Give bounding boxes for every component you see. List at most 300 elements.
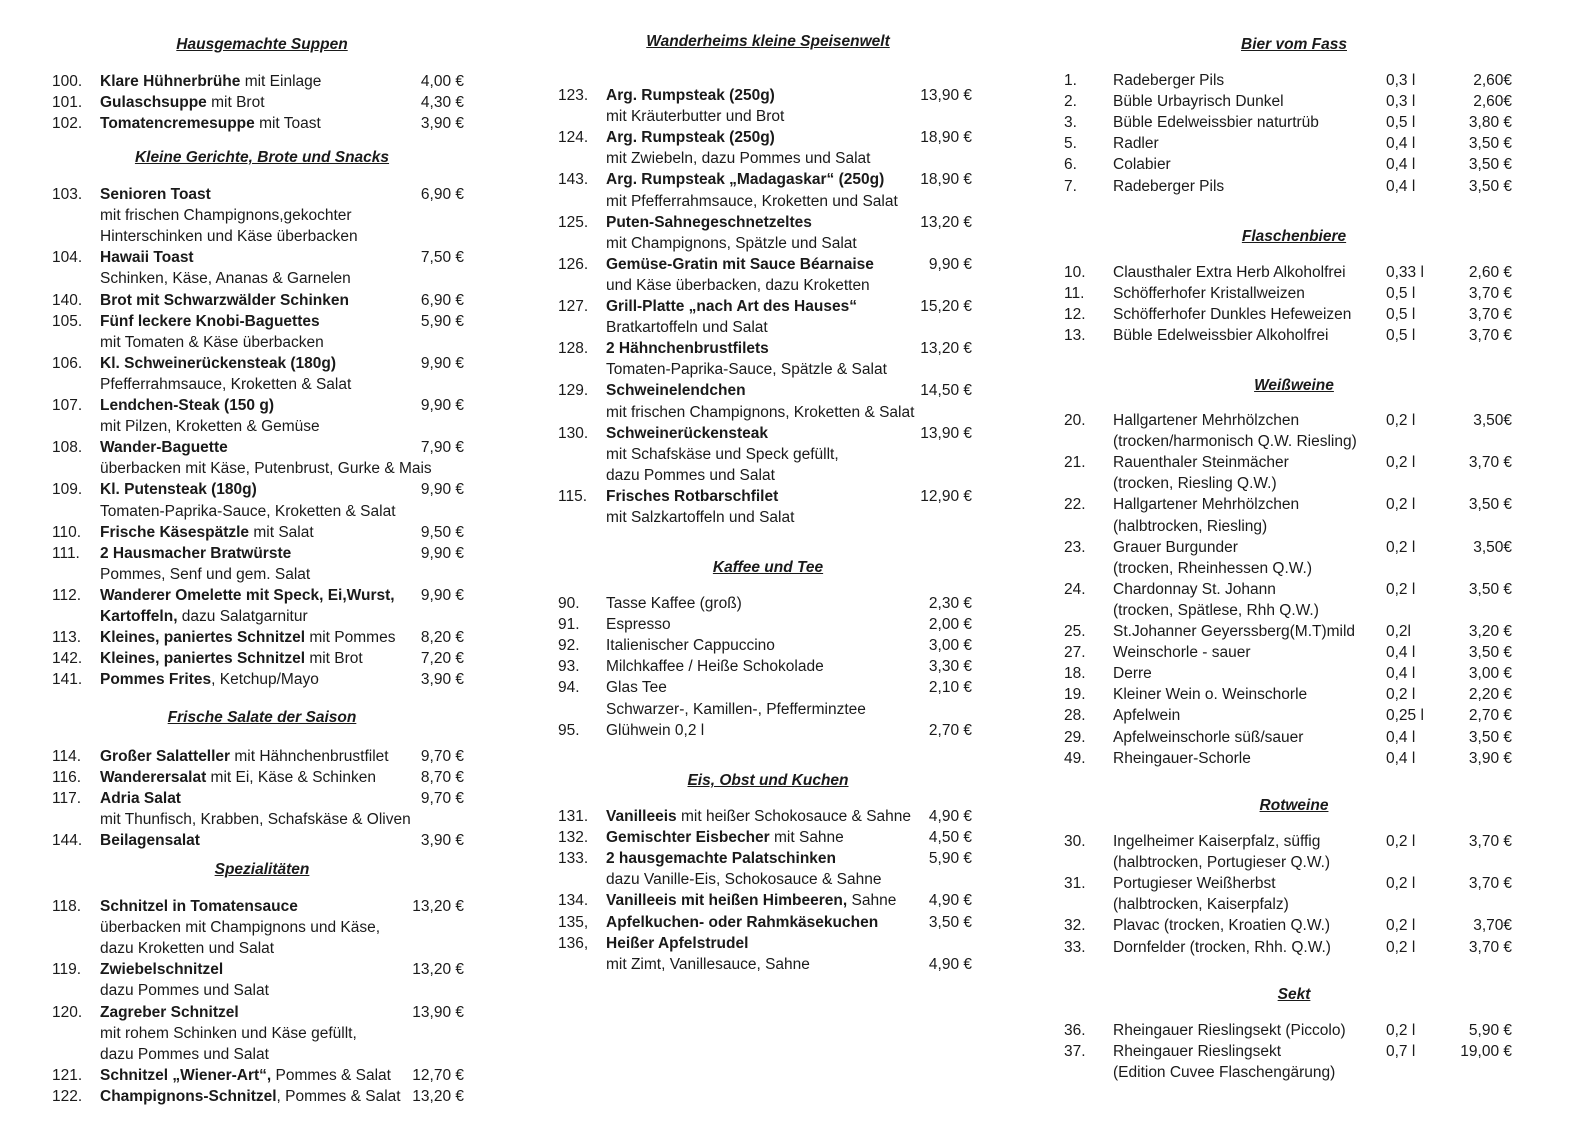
item-number: 125.	[558, 213, 589, 231]
item-suffix: mit Ei, Käse & Schinken	[206, 769, 376, 787]
item-number: 132.	[558, 829, 589, 847]
item-name	[1113, 262, 1346, 283]
menu-item	[52, 767, 472, 788]
section-heading: Spezialitäten	[214, 861, 310, 878]
item-description-line: Tomaten-Paprika-Sauce, Kroketten & Salat	[100, 502, 396, 520]
item-title: Champignons-Schnitzel	[100, 1087, 277, 1105]
menu-item	[558, 296, 978, 317]
item-number: 128.	[558, 340, 589, 358]
menu-item	[52, 896, 472, 917]
item-price: 3,90 €	[420, 115, 464, 133]
item-name	[1113, 325, 1328, 346]
item-title: Derre	[1113, 665, 1152, 683]
item-description	[558, 233, 978, 254]
item-name	[606, 380, 746, 401]
item-number: 24.	[1064, 580, 1086, 598]
item-number: 29.	[1064, 728, 1086, 746]
menu-column-food	[52, 0, 472, 1121]
item-name	[100, 830, 200, 851]
item-description	[558, 444, 978, 465]
item-number: 131.	[558, 808, 589, 825]
item-volume: 0,2 l	[1386, 1022, 1416, 1039]
item-description-text	[100, 980, 269, 1001]
item-number: 123.	[558, 87, 589, 104]
menu-item	[1064, 1020, 1524, 1041]
item-name	[606, 254, 874, 275]
item-title: Brot mit Schwarzwälder Schinken	[100, 291, 349, 309]
item-description	[558, 148, 978, 169]
item-name	[1113, 705, 1180, 726]
item-title: Tomatencremesuppe	[100, 115, 255, 133]
item-title: Rheingauer-Schorle	[1113, 749, 1251, 767]
item-title: Apfelwein	[1113, 707, 1181, 725]
item-number: 90.	[558, 595, 580, 612]
menu-item	[558, 423, 978, 444]
item-description-text	[606, 233, 857, 254]
item-price: 14,50 €	[920, 382, 972, 400]
item-name	[100, 627, 395, 648]
item-description	[1064, 558, 1524, 579]
item-volume: 0,2 l	[1386, 833, 1416, 850]
item-description-line: mit frischen Champignons, Kroketten & Salat	[606, 403, 915, 421]
menu-item	[52, 184, 472, 205]
item-price: 15,20 €	[920, 298, 972, 315]
item-title: Italienischer Cappuccino	[606, 637, 775, 655]
item-volume: 0,3 l	[1386, 93, 1416, 111]
item-number: 100.	[52, 73, 83, 90]
item-name	[1113, 283, 1305, 304]
item-description-line: (trocken, Riesling Q.W.)	[1113, 475, 1277, 493]
menu-item	[1064, 621, 1524, 642]
item-number: 3.	[1064, 114, 1077, 132]
item-title: Plavac (trocken, Kroatien Q.W.)	[1113, 917, 1331, 935]
item-description-line: (trocken/harmonisch Q.W. Riesling)	[1113, 433, 1357, 451]
item-number: 116.	[52, 769, 82, 787]
item-title: Vanilleeis	[606, 808, 677, 825]
menu-item	[1064, 494, 1524, 515]
item-description-line: überbacken mit Champignons und Käse,	[100, 919, 381, 937]
item-price: 2,60 €	[1468, 264, 1512, 281]
item-number: 36.	[1064, 1022, 1086, 1039]
item-name	[1113, 133, 1159, 154]
item-price: 8,20 €	[420, 629, 464, 647]
item-description-line: (trocken, Spätlese, Rhh Q.W.)	[1113, 601, 1319, 619]
item-description-line: dazu Vanille-Eis, Schokosauce & Sahne	[606, 871, 882, 889]
item-description	[558, 317, 978, 338]
item-description	[558, 869, 978, 890]
menu-item	[558, 614, 978, 635]
item-description-text	[606, 359, 887, 380]
item-price: 3,50 €	[928, 913, 972, 931]
menu-item	[1064, 283, 1524, 304]
item-name	[606, 656, 824, 677]
item-name	[1113, 452, 1289, 473]
item-price: 3,70€	[1473, 917, 1512, 935]
item-price: 5,90 €	[928, 850, 972, 868]
item-price: 19,00 €	[1460, 1043, 1512, 1061]
item-price: 12,70 €	[412, 1066, 464, 1084]
item-description-text	[100, 416, 320, 437]
item-description-text	[606, 148, 870, 169]
item-suffix: mit Hähnchenbrustfilet	[230, 748, 389, 765]
item-description-line: mit Thunfisch, Krabben, Schafskäse & Oliven	[100, 811, 411, 829]
item-description	[1064, 894, 1524, 915]
item-name	[100, 669, 319, 690]
item-number: 12.	[1064, 306, 1086, 324]
item-description	[52, 980, 472, 1001]
item-volume: 0,2 l	[1386, 875, 1416, 893]
item-description	[558, 359, 978, 380]
item-description-text	[1113, 600, 1319, 621]
item-number: 120.	[52, 1003, 83, 1021]
item-price: 13,20 €	[412, 961, 464, 979]
item-name	[100, 767, 376, 788]
item-name	[1113, 915, 1330, 936]
item-suffix: mit heißer Schokosauce & Sahne	[676, 808, 912, 825]
item-price: 3,70 €	[1468, 875, 1512, 893]
item-description-text	[100, 268, 351, 289]
item-name	[606, 296, 857, 317]
item-number: 107.	[52, 397, 83, 414]
item-title: St.Johanner Geyerssberg(M.T)mild	[1113, 623, 1356, 640]
item-volume: 0,2 l	[1386, 686, 1416, 704]
item-description-text	[100, 458, 432, 479]
item-number: 11.	[1064, 285, 1085, 303]
item-description	[1064, 852, 1524, 873]
menu-item	[1064, 684, 1524, 705]
item-number: 130.	[558, 424, 589, 442]
item-volume: 0,2 l	[1386, 496, 1416, 514]
item-price: 4,90 €	[928, 808, 972, 825]
item-description-text	[606, 507, 794, 528]
item-name	[606, 423, 768, 444]
item-description-line: Pommes, Senf und gem. Salat	[100, 565, 311, 583]
item-description-text	[100, 564, 310, 585]
item-price: 3,00 €	[1468, 665, 1512, 683]
item-suffix: Pommes & Salat	[271, 1066, 391, 1084]
menu-item	[52, 830, 472, 851]
item-description	[1064, 473, 1524, 494]
item-price: 2,30 €	[928, 595, 972, 612]
item-number: 142.	[52, 650, 83, 668]
item-price: 9,90 €	[928, 255, 972, 273]
menu-item	[558, 848, 978, 869]
item-description-line: mit Zwiebeln, dazu Pommes und Salat	[606, 150, 871, 168]
item-name	[100, 896, 298, 917]
item-suffix: mit Salat	[249, 523, 314, 541]
item-number: 140.	[52, 291, 83, 309]
item-title: Ingelheimer Kaiserpfalz, süffig	[1113, 833, 1321, 850]
menu-item	[52, 395, 472, 416]
item-title: Vanilleeis mit heißen Himbeeren,	[606, 892, 848, 910]
item-name	[100, 1086, 401, 1107]
menu-item	[52, 290, 472, 311]
item-title: Schnitzel „Wiener-Art“,	[100, 1066, 272, 1084]
menu-item	[558, 212, 978, 233]
item-price: 2,10 €	[928, 679, 972, 697]
menu-item	[1064, 304, 1524, 325]
item-description	[52, 1023, 472, 1044]
item-title: Hawaii Toast	[100, 249, 194, 267]
item-number: 23.	[1064, 538, 1086, 556]
item-name	[1113, 727, 1303, 748]
item-title: Beilagensalat	[100, 832, 200, 850]
item-description	[52, 564, 472, 585]
item-number: 113.	[52, 629, 82, 647]
item-description-text	[1113, 473, 1277, 494]
item-price: 3,50 €	[1468, 728, 1512, 746]
item-title: Zagreber Schnitzel	[100, 1003, 239, 1021]
item-price: 2,70 €	[928, 721, 972, 739]
item-number: 31.	[1064, 875, 1086, 893]
item-price: 3,00 €	[928, 637, 972, 655]
item-description-line: Bratkartoffeln und Salat	[606, 319, 768, 337]
item-number: 124.	[558, 129, 589, 147]
item-description-line: Hinterschinken und Käse überbacken	[100, 228, 358, 246]
item-name	[1113, 684, 1307, 705]
item-description	[558, 191, 978, 212]
item-name	[1113, 494, 1299, 515]
item-title: Schöfferhofer Dunkles Hefeweizen	[1113, 306, 1352, 324]
menu-item	[52, 669, 472, 690]
item-price: 2,00 €	[928, 616, 972, 634]
item-description-line: dazu Pommes und Salat	[100, 1045, 269, 1063]
menu-item	[558, 486, 978, 507]
item-description-text	[100, 501, 396, 522]
item-name	[606, 827, 844, 848]
item-title: Gulaschsuppe	[100, 94, 207, 112]
item-number: 115.	[558, 487, 588, 505]
item-name	[606, 635, 775, 656]
item-title: Kleiner Wein o. Weinschorle	[1113, 686, 1308, 704]
item-description-text	[100, 809, 411, 830]
item-price: 3,20 €	[1468, 623, 1512, 640]
item-price: 4,90 €	[928, 955, 972, 973]
item-title: Grauer Burgunder	[1113, 538, 1238, 556]
item-description-text	[606, 317, 768, 338]
item-description	[1064, 516, 1524, 537]
menu-item	[558, 890, 978, 911]
item-description-line: und Käse überbacken, dazu Kroketten	[606, 276, 870, 294]
item-name	[100, 648, 363, 669]
item-name	[100, 113, 321, 134]
menu-item	[1064, 873, 1524, 894]
item-title: Büble Edelweissbier naturtrüb	[1113, 114, 1319, 132]
item-price: 9,50 €	[420, 523, 464, 541]
item-volume: 0,4 l	[1386, 156, 1416, 174]
item-title: Wanderer Omelette mit Speck, Ei,Wurst,	[100, 586, 395, 604]
item-title: Radeberger Pils	[1113, 72, 1225, 89]
item-description	[1064, 431, 1524, 452]
item-name	[1113, 748, 1251, 769]
item-description	[558, 106, 978, 127]
item-number: 21.	[1064, 454, 1086, 472]
menu-item	[1064, 937, 1524, 958]
item-volume: 0,25 l	[1386, 707, 1424, 725]
menu-item	[52, 959, 472, 980]
menu-column-mains-desserts	[558, 0, 978, 1121]
menu-item	[52, 1086, 472, 1107]
item-description-line: mit Salzkartoffeln und Salat	[606, 509, 795, 526]
item-number: 135,	[558, 913, 589, 931]
item-title: Colabier	[1113, 156, 1171, 174]
menu-item	[1064, 112, 1524, 133]
menu-item	[1064, 325, 1524, 346]
item-title: Rheingauer Rieslingsekt (Piccolo)	[1113, 1022, 1346, 1039]
item-price: 3,80 €	[1468, 114, 1512, 132]
item-volume: 0,4 l	[1386, 177, 1416, 195]
item-title: Rheingauer Rieslingsekt	[1113, 1043, 1282, 1061]
item-name	[606, 127, 775, 148]
menu-item	[558, 127, 978, 148]
item-volume: 0,4 l	[1386, 665, 1416, 683]
item-suffix: mit Toast	[254, 115, 321, 133]
item-suffix: mit Brot	[206, 94, 265, 112]
item-description-line: (trocken, Rheinhessen Q.W.)	[1113, 559, 1312, 577]
section-heading: Kaffee und Tee	[712, 559, 824, 576]
item-number: 104.	[52, 249, 83, 267]
item-suffix: , Ketchup/Mayo	[211, 671, 319, 689]
item-volume: 0,5 l	[1386, 114, 1416, 132]
item-name	[1113, 410, 1299, 431]
menu-item	[558, 806, 978, 827]
item-description-text	[1113, 558, 1312, 579]
item-title: Heißer Apfelstrudel	[606, 934, 749, 952]
item-number: 30.	[1064, 833, 1086, 850]
item-name	[1113, 1041, 1281, 1062]
menu-item	[52, 543, 472, 564]
item-description-line: Tomaten-Paprika-Sauce, Spätzle & Salat	[606, 361, 887, 379]
item-description-line: mit Kräuterbutter und Brot	[606, 108, 785, 126]
item-price: 3,70 €	[1468, 285, 1512, 303]
item-title: 2 hausgemachte Palatschinken	[606, 850, 837, 868]
item-volume: 0,4 l	[1386, 728, 1416, 746]
item-title: Büble Urbayrisch Dunkel	[1113, 93, 1284, 111]
item-description	[52, 268, 472, 289]
item-name	[100, 788, 181, 809]
item-price: 9,70 €	[420, 748, 464, 765]
menu-item	[52, 788, 472, 809]
item-name	[1113, 154, 1171, 175]
item-description-text	[100, 606, 308, 627]
item-volume: 0,4 l	[1386, 749, 1416, 767]
item-name	[1113, 642, 1251, 663]
item-title: Apfelweinschorle süß/sauer	[1113, 728, 1304, 746]
item-price: 3,70 €	[1468, 327, 1512, 345]
menu-item	[558, 933, 978, 954]
item-suffix: mit Einlage	[240, 73, 322, 90]
item-number: 103.	[52, 186, 83, 203]
item-description	[52, 917, 472, 938]
section-heading: Rotweine	[1259, 797, 1329, 814]
section-heading: Wanderheims kleine Speisenwelt	[646, 33, 890, 50]
item-title: Kl. Schweinerückensteak (180g)	[100, 354, 337, 372]
item-name	[100, 353, 336, 374]
item-number: 136,	[558, 934, 589, 952]
item-description-text	[606, 402, 914, 423]
menu-item	[52, 113, 472, 134]
item-description-line: mit Zimt, Vanillesauce, Sahne	[606, 955, 810, 973]
item-title: Kleines, paniertes Schnitzel	[100, 629, 306, 647]
item-description-line: (Edition Cuvee Flaschengärung)	[1113, 1064, 1336, 1082]
menu-item	[52, 522, 472, 543]
item-price: 13,20 €	[412, 898, 464, 915]
item-volume: 0,2 l	[1386, 917, 1416, 935]
item-title: Glühwein 0,2 l	[606, 721, 705, 739]
item-description-text	[100, 1023, 357, 1044]
item-price: 13,90 €	[412, 1003, 464, 1021]
item-volume: 0,2l	[1386, 623, 1411, 640]
item-price: 6,90 €	[420, 186, 464, 203]
item-description	[558, 465, 978, 486]
item-title: Arg. Rumpsteak (250g)	[606, 87, 775, 104]
menu-item	[52, 585, 472, 606]
item-number: 94.	[558, 679, 580, 697]
item-number: 118.	[52, 898, 82, 915]
item-price: 3,50 €	[1468, 156, 1512, 174]
item-title: Tasse Kaffee (groß)	[606, 595, 742, 612]
menu-item	[558, 85, 978, 106]
item-price: 5,90 €	[1468, 1022, 1512, 1039]
menu-item	[1064, 915, 1524, 936]
item-price: 3,70 €	[1468, 454, 1512, 472]
item-number: 18.	[1064, 665, 1086, 683]
item-name	[606, 890, 896, 911]
menu-item	[52, 92, 472, 113]
item-suffix: mit Pommes	[305, 629, 396, 647]
menu-item	[52, 311, 472, 332]
item-description	[1064, 1062, 1524, 1083]
item-name	[606, 486, 778, 507]
item-price: 9,90 €	[420, 397, 464, 414]
item-number: 13.	[1064, 327, 1086, 345]
item-suffix: Sahne	[847, 892, 897, 910]
item-title: Schweinerückensteak	[606, 424, 768, 442]
item-number: 133.	[558, 850, 589, 868]
menu-item	[1064, 262, 1524, 283]
item-number: 141.	[52, 671, 83, 689]
item-name	[100, 92, 265, 113]
item-title: Wanderersalat	[100, 769, 207, 787]
item-name	[100, 247, 194, 268]
item-number: 33.	[1064, 938, 1086, 956]
menu-item	[1064, 176, 1524, 197]
item-description-text	[100, 226, 358, 247]
item-description	[1064, 600, 1524, 621]
item-number: 28.	[1064, 707, 1086, 725]
item-name	[606, 720, 704, 741]
item-number: 102.	[52, 115, 83, 133]
item-name	[1113, 304, 1351, 325]
item-name	[1113, 537, 1238, 558]
item-title: Portugieser Weißherbst	[1113, 875, 1276, 893]
item-name	[100, 184, 211, 205]
item-description-text	[606, 191, 898, 212]
item-description-text	[100, 374, 351, 395]
menu-item	[1064, 154, 1524, 175]
item-number: 5.	[1064, 135, 1077, 153]
section-heading: Weißweine	[1254, 377, 1334, 394]
item-price: 3,90 €	[420, 832, 464, 850]
item-price: 4,30 €	[420, 94, 464, 112]
item-name	[606, 912, 878, 933]
item-title: Klare Hühnerbrühe	[100, 73, 241, 90]
item-description-text	[100, 332, 324, 353]
section-heading: Kleine Gerichte, Brote und Snacks	[134, 149, 390, 166]
item-description-text	[1113, 1062, 1335, 1083]
item-number: 19.	[1064, 686, 1086, 704]
item-name	[1113, 70, 1224, 91]
